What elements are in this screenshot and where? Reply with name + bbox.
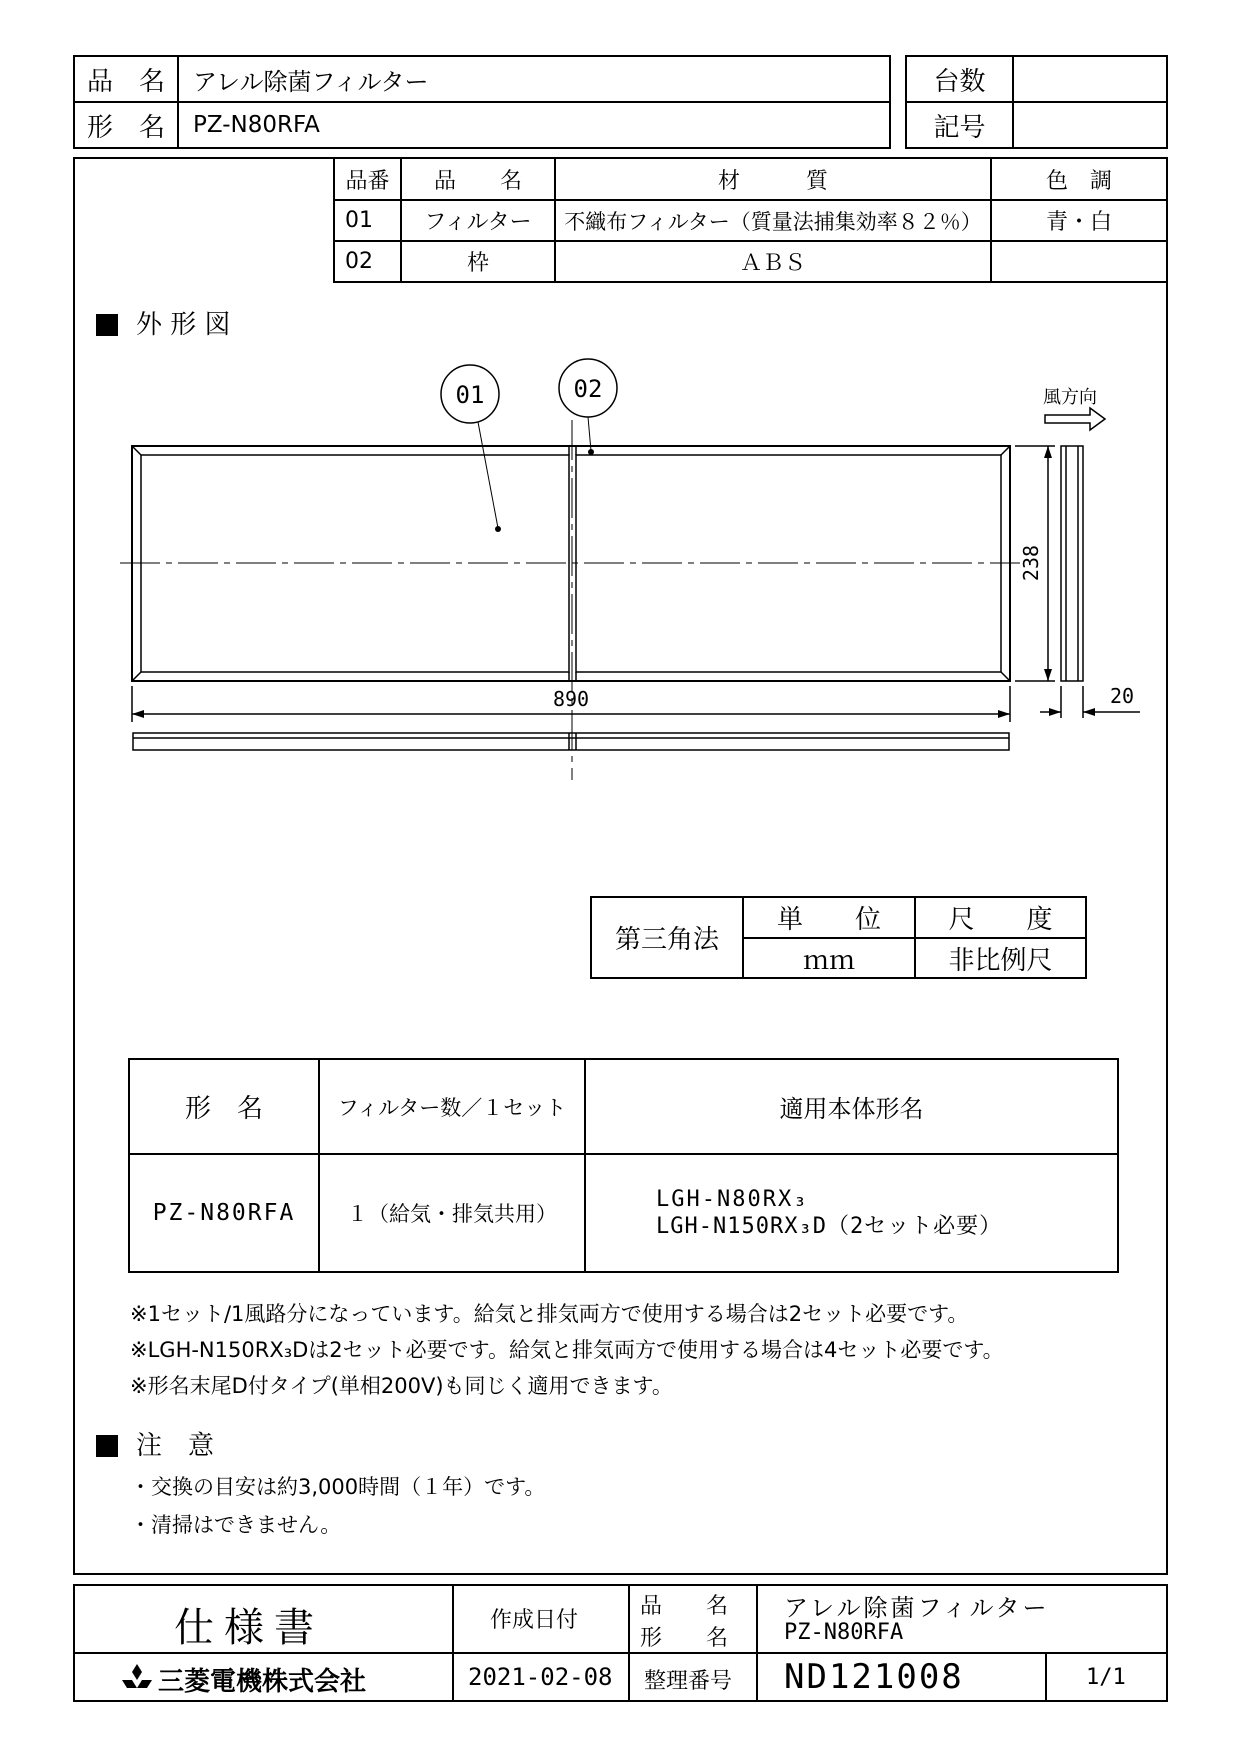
parts-header-name: 品 名	[401, 158, 555, 200]
app-body-model-1: LGH-N80RX₃	[656, 1187, 809, 1212]
parts-header-color: 色 調	[991, 158, 1167, 200]
part-no: 02	[334, 241, 401, 282]
created-date-label: 作成日付	[490, 1608, 579, 1633]
projection-method: 第三角法	[591, 897, 743, 978]
callout-label-02: 02	[573, 375, 603, 403]
part-name: フィルター	[401, 200, 555, 241]
footer-model: PZ-N80RFA	[784, 1620, 904, 1645]
model-value: PZ-N80RFA	[178, 102, 890, 148]
caution-title: 注 意	[96, 1425, 214, 1462]
table-row	[129, 1154, 1118, 1272]
wind-direction-label: 風方向	[1043, 387, 1097, 408]
app-body-models	[585, 1154, 1118, 1272]
notes-list	[130, 1296, 1004, 1404]
count-label: 台数	[906, 56, 1013, 102]
reference-number-label: 整理番号	[644, 1669, 733, 1694]
caution-item: ・清掃はできません。	[130, 1513, 342, 1537]
product-label: 品 名	[640, 1594, 729, 1619]
part-color: 青・白	[991, 200, 1167, 241]
parts-header-material: 材 質	[555, 158, 991, 200]
part-name: 枠	[401, 241, 555, 282]
unit-label: 単 位	[743, 897, 915, 938]
reference-number-value: ND121008	[784, 1657, 964, 1697]
page-number: 1/1	[1086, 1665, 1126, 1690]
square-bullet-icon	[96, 1435, 118, 1457]
part-material: ＡＢＳ	[555, 241, 991, 282]
app-filter-count-value: １（給気・排気共用）	[319, 1154, 585, 1272]
note-line: ※LGH-N150RX₃Dは2セット必要です。給気と排気両方で使用する場合は4セット必要です。	[130, 1338, 1004, 1362]
note-line: ※形名末尾D付タイプ(単相200V)も同じく適用できます。	[130, 1374, 673, 1398]
created-date-value: 2021-02-08	[468, 1663, 613, 1691]
caution-item: ・交換の目安は約3,000時間（１年）です。	[130, 1475, 546, 1499]
callout-label-01: 01	[455, 381, 485, 409]
product-name-value: アレル除菌フィルター	[178, 56, 890, 102]
unit-value: ｍｍ	[743, 938, 915, 978]
scale-label: 尺 度	[915, 897, 1086, 938]
note-line: ※1セット/1風路分になっています。給気と排気両方で使用する場合は2セット必要です。	[130, 1302, 969, 1326]
app-header-model: 形 名	[129, 1059, 319, 1154]
wind-arrow-icon	[1045, 408, 1105, 430]
app-header-body-model: 適用本体形名	[585, 1059, 1118, 1154]
app-model-value: PZ-N80RFA	[129, 1154, 319, 1272]
part-material: 不織布フィルター（質量法捕集効率８２％）	[555, 200, 991, 241]
filter-side-view	[1061, 446, 1083, 681]
mitsubishi-logo-icon	[118, 1664, 156, 1696]
product-name-label: 品 名	[74, 56, 178, 102]
app-body-model-2: LGH-N150RX₃D（2セット必要）	[656, 1214, 1003, 1239]
dim-height-label: 238	[1019, 544, 1043, 582]
outline-drawing	[0, 0, 1240, 800]
application-table	[128, 1058, 1119, 1273]
footer-product-name: アレル除菌フィルター	[784, 1594, 1050, 1622]
scale-value: 非比例尺	[915, 938, 1086, 978]
model-label-footer: 形 名	[640, 1626, 729, 1651]
company-logo: 三菱電機株式会社	[118, 1661, 366, 1698]
app-header-filter-count: フィルター数／１セット	[319, 1059, 585, 1154]
caution-list	[130, 1468, 545, 1544]
projection-table	[590, 896, 1087, 979]
filter-bottom-view	[133, 733, 1009, 750]
mark-label: 記号	[906, 102, 1013, 148]
doc-type-title: 仕様書	[174, 1605, 324, 1651]
part-no: 01	[334, 200, 401, 241]
dim-width-label: 890	[552, 687, 590, 711]
model-label: 形 名	[74, 102, 178, 148]
dim-depth-label: 20	[1109, 684, 1135, 708]
parts-header-no: 品番	[334, 158, 401, 200]
outline-section-title: 外 形 図	[96, 304, 231, 341]
